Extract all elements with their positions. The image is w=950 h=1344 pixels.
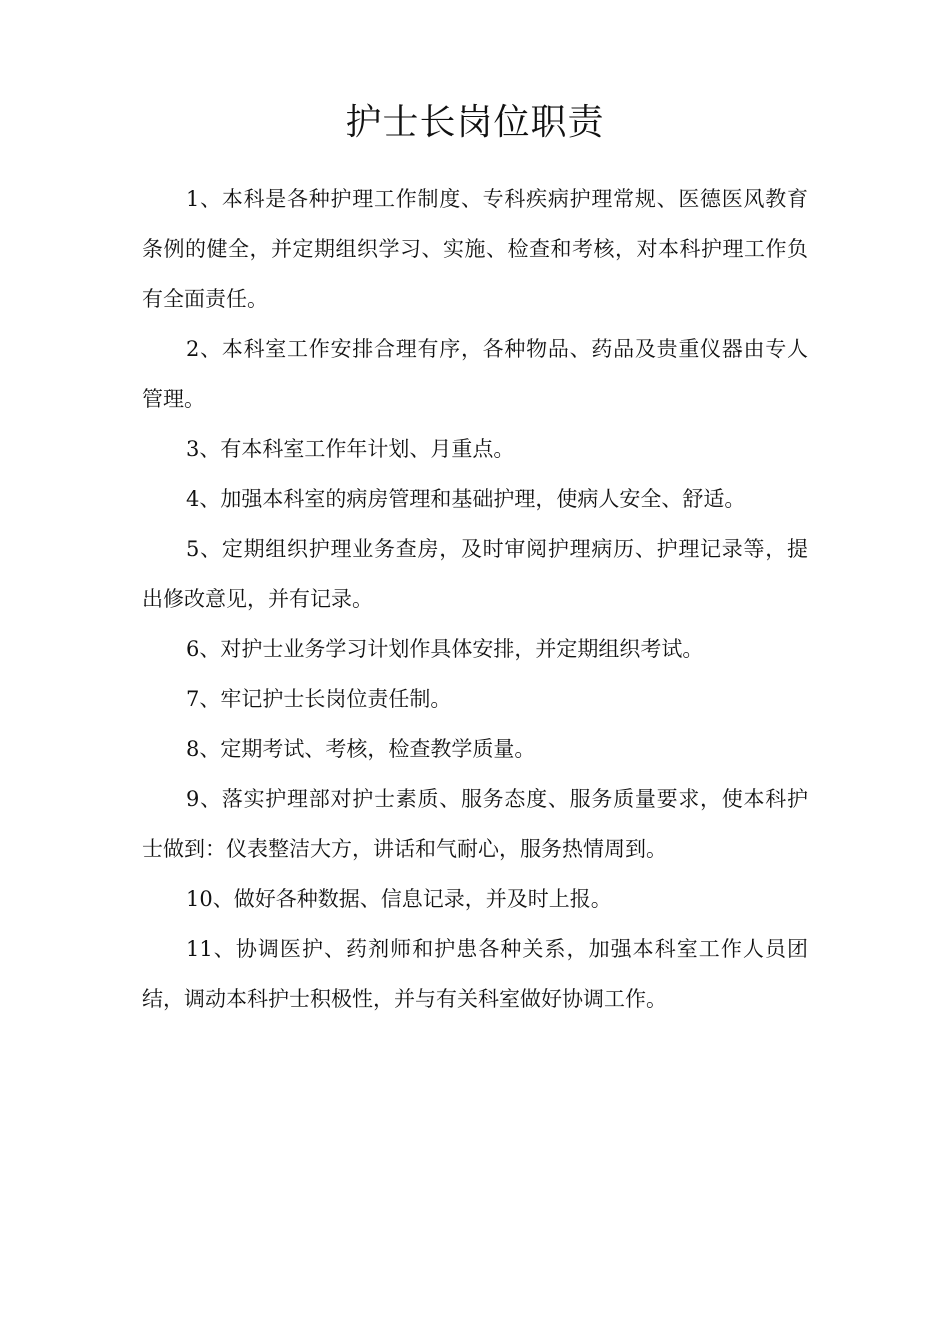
- duty-item-11: 11、协调医护、药剂师和护患各种关系，加强本科室工作人员团结，调动本科护士积极性，并与有关科室做好协调工作。: [142, 937, 808, 1011]
- duty-item-8: 8、定期考试、考核，检查教学质量。: [186, 737, 536, 761]
- duty-item-2: 2、本科室工作安排合理有序，各种物品、药品及贵重仪器由专人管理。: [142, 337, 808, 411]
- duty-item-6: 6、对护士业务学习计划作具体安排，并定期组织考试。: [186, 637, 704, 661]
- duty-item-1: 1、本科是各种护理工作制度、专科疾病护理常规、医德医风教育条例的健全，并定期组织学习、实施、检查和考核，对本科护理工作负有全面责任。: [142, 187, 808, 311]
- duty-list: [142, 174, 808, 1024]
- duty-item-7: 7、牢记护士长岗位责任制。: [186, 687, 452, 711]
- duty-item-10: 10、做好各种数据、信息记录，并及时上报。: [186, 887, 612, 911]
- page-title: 护士长岗位职责: [345, 102, 605, 143]
- duty-item-3: 3、有本科室工作年计划、月重点。: [186, 437, 515, 461]
- duty-item-9: 9、落实护理部对护士素质、服务态度、服务质量要求，使本科护士做到：仪表整洁大方，讲话和气耐心，服务热情周到。: [142, 787, 808, 861]
- duty-item-5: 5、定期组织护理业务查房，及时审阅护理病历、护理记录等，提出修改意见，并有记录。: [142, 537, 808, 611]
- duty-item-4: 4、加强本科室的病房管理和基础护理，使病人安全、舒适。: [186, 487, 746, 511]
